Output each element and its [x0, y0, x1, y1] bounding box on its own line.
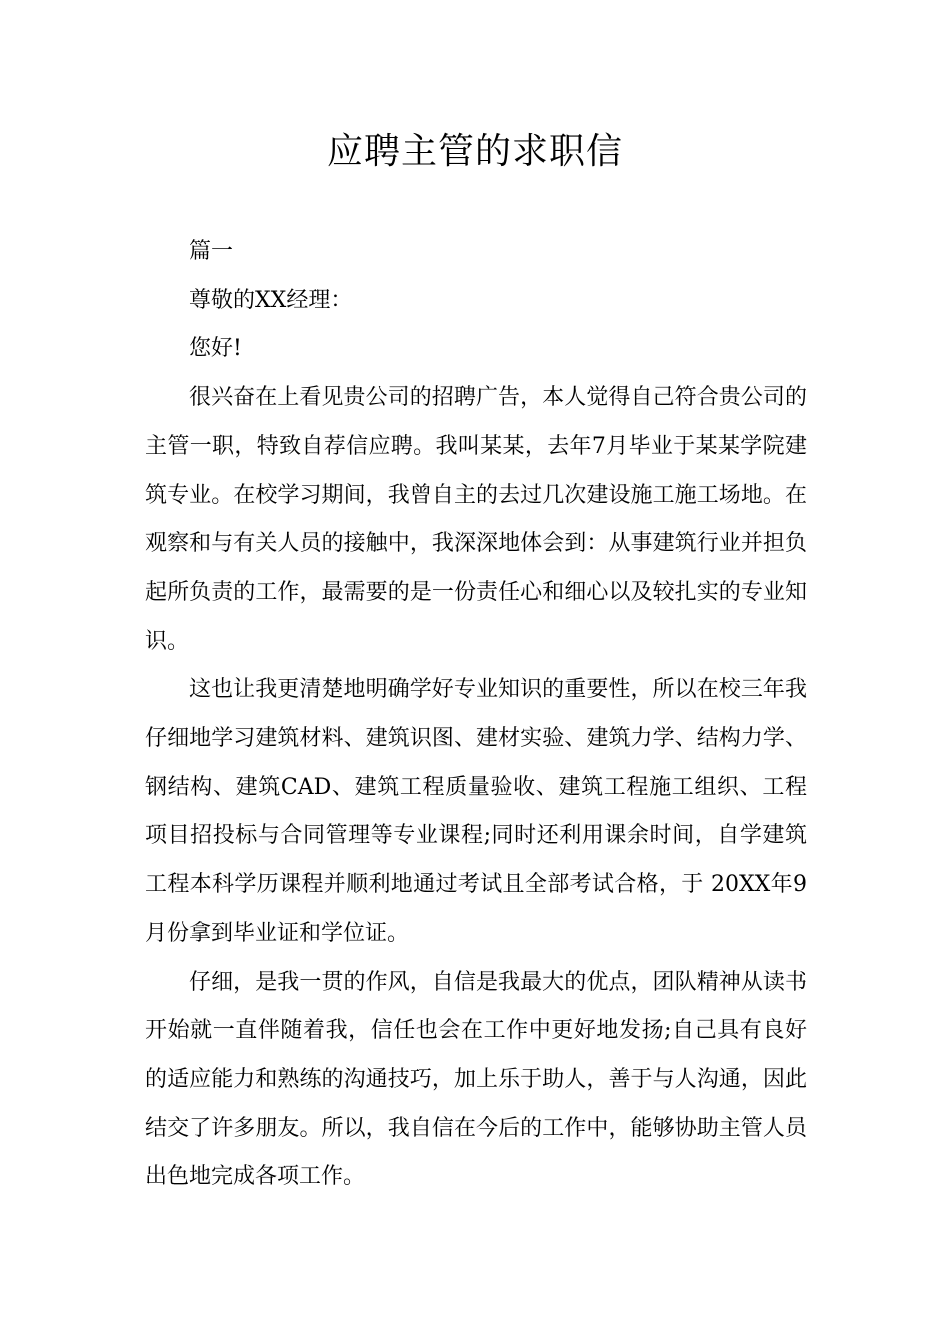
body-paragraph: 仔细，是我一贯的作风，自信是我最大的优点，团队精神从读书开始就一直伴随着我，信任也会在工作中更好地发扬;自己具有良好的适应能力和熟练的沟通技巧，加上乐于助人，善于与人沟通，因此结交了许多朋友。所以，我自信在今后的工作中，能够协助主管人员出色地完成各项工作。 [145, 969, 807, 1190]
body-paragraph: 很兴奋在上看见贵公司的招聘广告，本人觉得自己符合贵公司的主管一职，特致自荐信应聘。我叫某某，去年7月毕业于某某学院建筑专业。在校学习期间，我曾自主的去过几次建设施工施工场地。在观察和与有关人员的接触中，我深深地体会到：从事建筑行业并担负起所负责的工作，最需要的是一份责任心和细心以及较扎实的专业知识。 [145, 385, 807, 654]
document-body [145, 228, 807, 1202]
body-paragraph: 这也让我更清楚地明确学好专业知识的重要性，所以在校三年我仔细地学习建筑材料、建筑识图、建材实验、建筑力学、结构力学、钢结构、建筑CAD、建筑工程质量验收、建筑工程施工组织、工程项目招投标与合同管理等专业课程;同时还利用课余时间，自学建筑工程本科学历课程并顺利地通过考试且全部考试合格，于 20XX年9月份拿到毕业证和学位证。 [145, 677, 807, 946]
section-label: 篇一 [189, 239, 234, 264]
greeting: 您好! [189, 336, 242, 362]
salutation: 尊敬的XX经理： [189, 287, 353, 313]
document-title: 应聘主管的求职信 [326, 131, 623, 172]
